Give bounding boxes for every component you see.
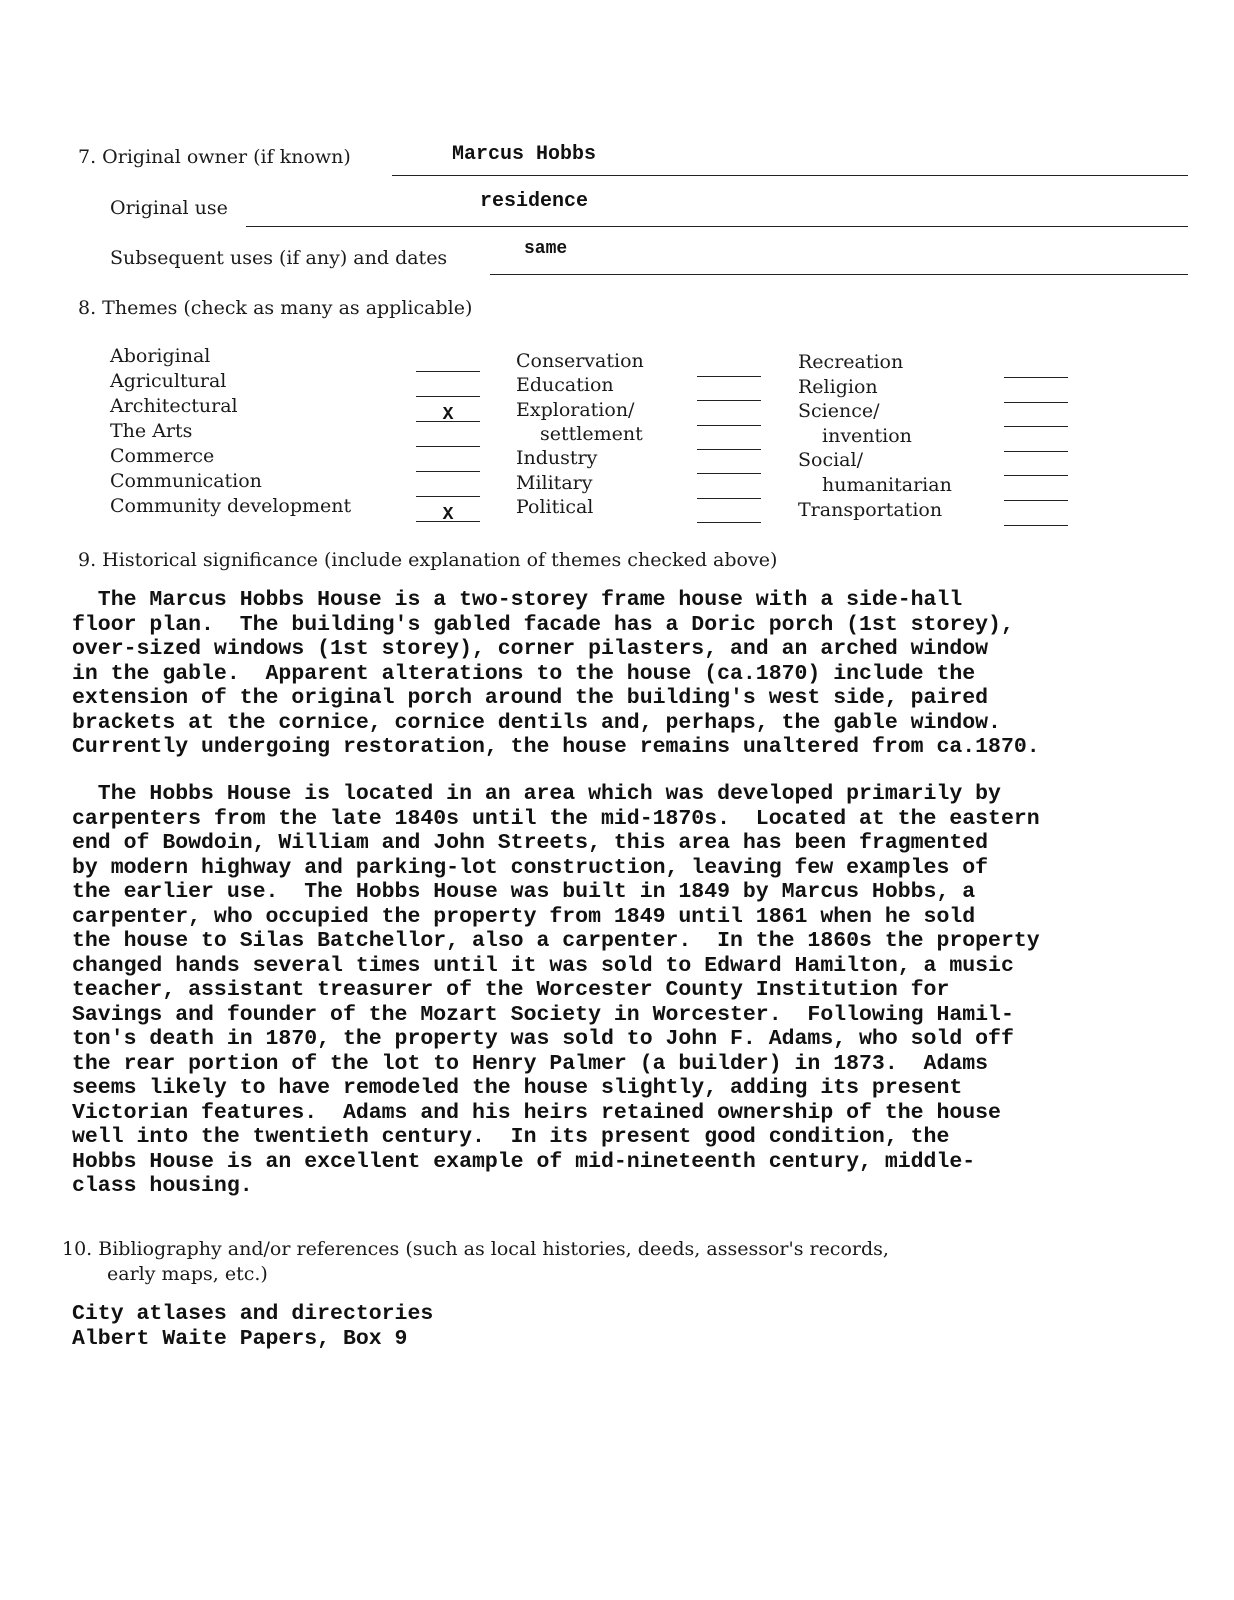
original-use-label: Original use [110, 197, 228, 219]
theme-check-line [697, 473, 761, 474]
theme-check-line [416, 496, 480, 497]
theme-check-line [416, 446, 480, 447]
significance-paragraph-2: The Hobbs House is located in an area which was developed primarily by carpenters from the late 1840s until the mid-1870s. Located at the eastern end of Bowdoin, William and John Streets, this area has been fragmented by modern highway and parking-lot construction, leaving few examples of the earlier use. The Hobbs House was built in 1849 by Marcus Hobbs, a carpenter, who occupied the property from 1849 until 1861 when he sold the house to Silas Batchellor, also a carpenter. In the 1860s the property changed hands several times until it was sold to Edward Hamilton, a music teacher, assistant treasurer of the Worcester County Institution for Savings and founder of the Mozart Society in Worcester. Following Hamil- ton's death in 1870, the property was sold to John F. Adams, who sold off the rear portion of the lot to Henry Palmer (a builder) in 1873. Adams seems likely to have remodeled the house slightly, adding its present Victorian features. Adams and his heirs retained ownership of the house well into the twentieth century. In its present good condition, the Hobbs House is an excellent example of mid-nineteenth century, middle- class housing. [72, 782, 1040, 1198]
bibliography-ref: Albert Waite Papers, Box 9 [72, 1327, 408, 1351]
original-owner-line [392, 175, 1188, 176]
theme-check-line [416, 471, 480, 472]
original-owner-value: Marcus Hobbs [452, 143, 597, 166]
theme-check-line [1004, 402, 1068, 403]
theme-label: Commerce [110, 445, 215, 467]
themes-heading: 8. Themes (check as many as applicable) [78, 297, 473, 319]
original-owner-label: 7. Original owner (if known) [78, 146, 351, 168]
theme-label: Industry [516, 447, 598, 470]
theme-label: Community development [110, 495, 352, 517]
subsequent-uses-value: same [524, 239, 568, 259]
theme-label: Communication [110, 470, 262, 492]
theme-check-line [416, 396, 480, 397]
theme-check-line [697, 449, 761, 450]
theme-label: settlement [540, 422, 643, 445]
theme-label: Education [516, 374, 614, 397]
theme-label: Exploration/ [516, 398, 635, 421]
theme-check-mark: X [442, 505, 454, 525]
theme-check-line [1004, 377, 1068, 378]
bibliography-ref: City atlases and directories [72, 1302, 434, 1326]
theme-check-mark: X [442, 405, 454, 425]
theme-check-line [697, 376, 761, 377]
original-use-line [246, 226, 1188, 227]
theme-check-line [1004, 451, 1068, 452]
theme-check-line [416, 371, 480, 372]
theme-label: Transportation [798, 498, 943, 521]
bibliography-heading: 10. Bibliography and/or references (such as local histories, deeds, assessor's records, [62, 1238, 889, 1260]
theme-label: humanitarian [822, 474, 952, 496]
theme-check-line [1004, 426, 1068, 427]
theme-label: Political [516, 495, 594, 518]
bibliography-heading-cont: early maps, etc.) [107, 1263, 268, 1285]
historical-significance-heading: 9. Historical significance (include explanation of themes checked above) [78, 549, 778, 571]
theme-check-line [697, 522, 761, 523]
theme-label: Recreation [798, 351, 904, 373]
theme-label: Aboriginal [110, 345, 211, 367]
theme-label: Social/ [798, 449, 863, 472]
theme-check-line [1004, 525, 1068, 526]
theme-label: The Arts [110, 420, 193, 442]
theme-check-line [697, 498, 761, 499]
theme-label: Agricultural [110, 370, 227, 392]
theme-check-line [697, 425, 761, 426]
theme-check-line [1004, 475, 1068, 476]
original-use-value: residence [480, 190, 589, 213]
theme-label: Conservation [516, 350, 644, 372]
theme-label: Architectural [110, 395, 238, 417]
theme-label: invention [822, 424, 912, 447]
subsequent-uses-label: Subsequent uses (if any) and dates [110, 247, 448, 269]
theme-label: Religion [798, 375, 878, 398]
theme-check-line [697, 400, 761, 401]
subsequent-uses-line [490, 274, 1188, 275]
significance-paragraph-1: The Marcus Hobbs House is a two-storey frame house with a side-hall floor plan. The building's gabled facade has a Doric porch (1st storey), over-sized windows (1st storey), corner pilasters, and an arched window in the gable. Apparent alterations to the house (ca.1870) include the extension of the original porch around the building's west side, paired brackets at the cornice, cornice dentils and, perhaps, the gable window. Currently undergoing restoration, the house remains unaltered from ca.1870. [72, 588, 1040, 759]
theme-label: Science/ [798, 400, 880, 423]
theme-label: Military [516, 471, 593, 494]
theme-check-line [1004, 500, 1068, 501]
